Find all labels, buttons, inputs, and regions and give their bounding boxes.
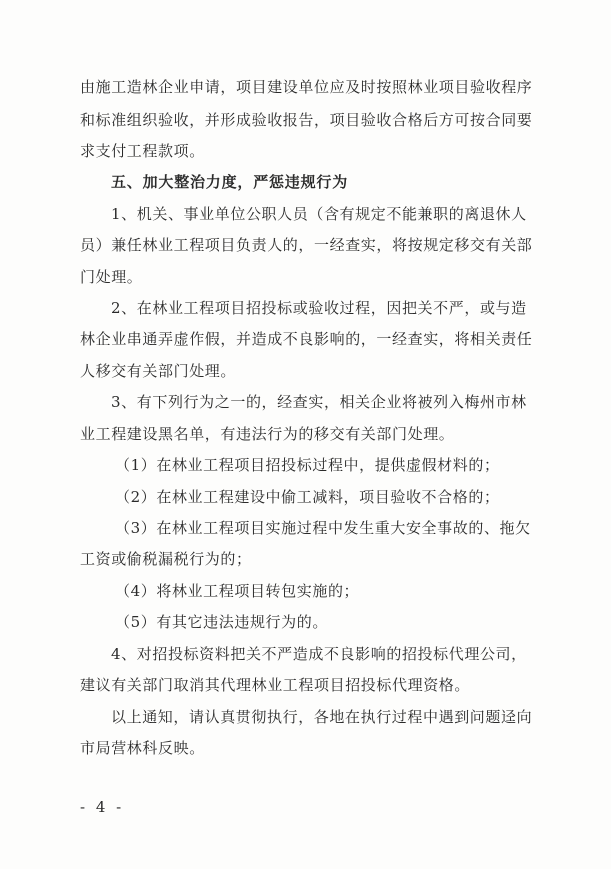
list-item: （3）在林业工程项目实施过程中发生重大安全事故的、拖欠 xyxy=(115,519,531,537)
body-line: 由施工造林企业申请，项目建设单位应及时按照林业项目验收程序 xyxy=(80,78,533,96)
body-line: 建议有关部门取消其代理林业工程项目招投标代理资格。 xyxy=(80,676,471,694)
list-item: （1）在林业工程项目招投标过程中，提供虚假材料的； xyxy=(115,456,500,474)
body-line: 3、有下列行为之一的，经查实，相关企业将被列入梅州市林 xyxy=(111,393,527,411)
body-line: 2、在林业工程项目招投标或验收过程，因把关不严，或与造 xyxy=(111,299,527,317)
body-line: 1、机关、事业单位公职人员（含有规定不能兼职的离退休人 xyxy=(111,205,527,223)
body-line: 求支付工程款项。 xyxy=(80,142,205,160)
section-heading: 五、加大整治力度，严惩违规行为 xyxy=(111,173,349,191)
list-item: （2）在林业工程建设中偷工减料，项目验收不合格的； xyxy=(115,488,500,506)
page-number: - 4 - xyxy=(80,798,125,816)
body-line: 以上通知，请认真贯彻执行，各地在执行过程中遇到问题迳向 xyxy=(111,708,533,726)
body-line: 和标准组织验收，并形成验收报告，项目验收合格后方可按合同要 xyxy=(80,111,533,129)
body-line: 4、对招投标资料把关不严造成不良影响的招投标代理公司， xyxy=(111,645,527,663)
body-line: 工资或偷税漏税行为的； xyxy=(80,550,252,568)
body-line: 市局营林科反映。 xyxy=(80,739,205,757)
body-line: 门处理。 xyxy=(80,268,143,286)
body-line: 员）兼任林业工程项目负责人的，一经查实，将按规定移交有关部 xyxy=(80,236,533,254)
list-item: （4）将林业工程项目转包实施的； xyxy=(115,582,360,600)
body-line: 业工程建设黑名单，有违法行为的移交有关部门处理。 xyxy=(80,425,455,443)
list-item: （5）有其它违法违规行为的。 xyxy=(115,613,328,631)
body-line: 林企业串通弄虚作假，并造成不良影响的，一经查实，将相关责任 xyxy=(80,330,533,348)
body-line: 人移交有关部门处理。 xyxy=(80,362,237,380)
